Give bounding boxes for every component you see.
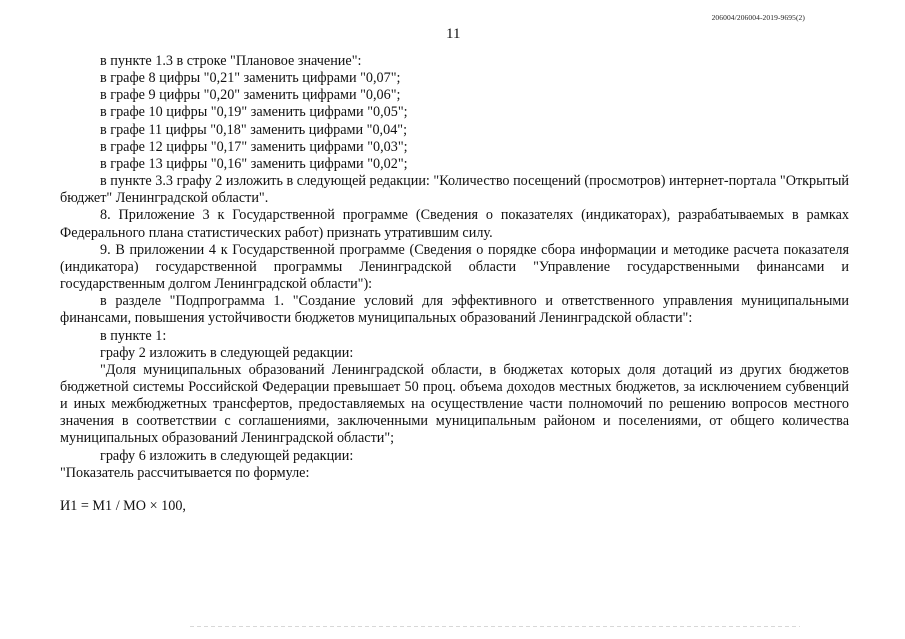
paragraph-column-8: в графе 8 цифры "0,21" заменить цифрами "0,07"; (100, 70, 401, 87)
scan-edge-line (190, 626, 800, 627)
paragraph-indicator-definition: "Доля муниципальных образований Ленинградской области, в бюджетах которых доля дотаций из других бюджетов бюджетной системы Российской Федерации превышает 50 проц. объема доходов местных бюджетов, за исключением субвенций и иных межбюджетных трансфертов, предоставляемых на осуществление части полномочий по решению вопросов местного значения в соответствии с соглашениями, заключенными муниципальным районом и поселениями, от общего количества муниципальных образований Ленинградской области"; (60, 361, 849, 447)
paragraph-item-3-3: в пункте 3.3 графу 2 изложить в следующей редакции: "Количество посещений (просмотров) интернет-портала "Открытый бюджет" Ленинградской области". (60, 173, 849, 207)
paragraph-column-12: в графе 12 цифры "0,17" заменить цифрами "0,03"; (100, 138, 408, 155)
paragraph-column-2-edit: графу 2 изложить в следующей редакции: (100, 344, 354, 361)
formula: И1 = М1 / МО × 100, (60, 497, 186, 514)
paragraph-item-1: в пункте 1: (100, 327, 167, 344)
paragraph-column-11: в графе 11 цифры "0,18" заменить цифрами "0,04"; (100, 121, 408, 138)
paragraph-column-6-edit: графу 6 изложить в следующей редакции: (100, 447, 354, 464)
paragraph-item-1-3: в пункте 1.3 в строке "Плановое значение": (100, 53, 362, 69)
paragraph-column-13: в графе 13 цифры "0,16" заменить цифрами "0,02"; (100, 155, 408, 172)
page-number: 11 (446, 26, 461, 42)
paragraph-formula-intro: "Показатель рассчитывается по формуле: (60, 464, 310, 481)
paragraph-section-8: 8. Приложение 3 к Государственной программе (Сведения о показателях (индикаторах), разрабатываемых в рамках Федерального плана статистических работ) признать утратившим силу. (60, 207, 849, 241)
paragraph-column-9: в графе 9 цифры "0,20" заменить цифрами "0,06"; (100, 87, 401, 104)
paragraph-subprogram-1: в разделе "Подпрограмма 1. "Создание условий для эффективного и ответственного управления муниципальными финансами, повышения устойчивости бюджетов муниципальных образований Ленинградской области": (60, 293, 849, 327)
document-body (60, 53, 849, 515)
paragraph-section-9: 9. В приложении 4 к Государственной программе (Сведения о порядке сбора информации и методике расчета показателя (индикатора) государственной программы Ленинградской области "Управление государственными финансами и государственным долгом Ленинградской области"): (60, 241, 849, 293)
paragraph-column-10: в графе 10 цифры "0,19" заменить цифрами "0,05"; (100, 104, 408, 121)
document-code: 206004/206004-2019-9695(2) (711, 13, 805, 22)
